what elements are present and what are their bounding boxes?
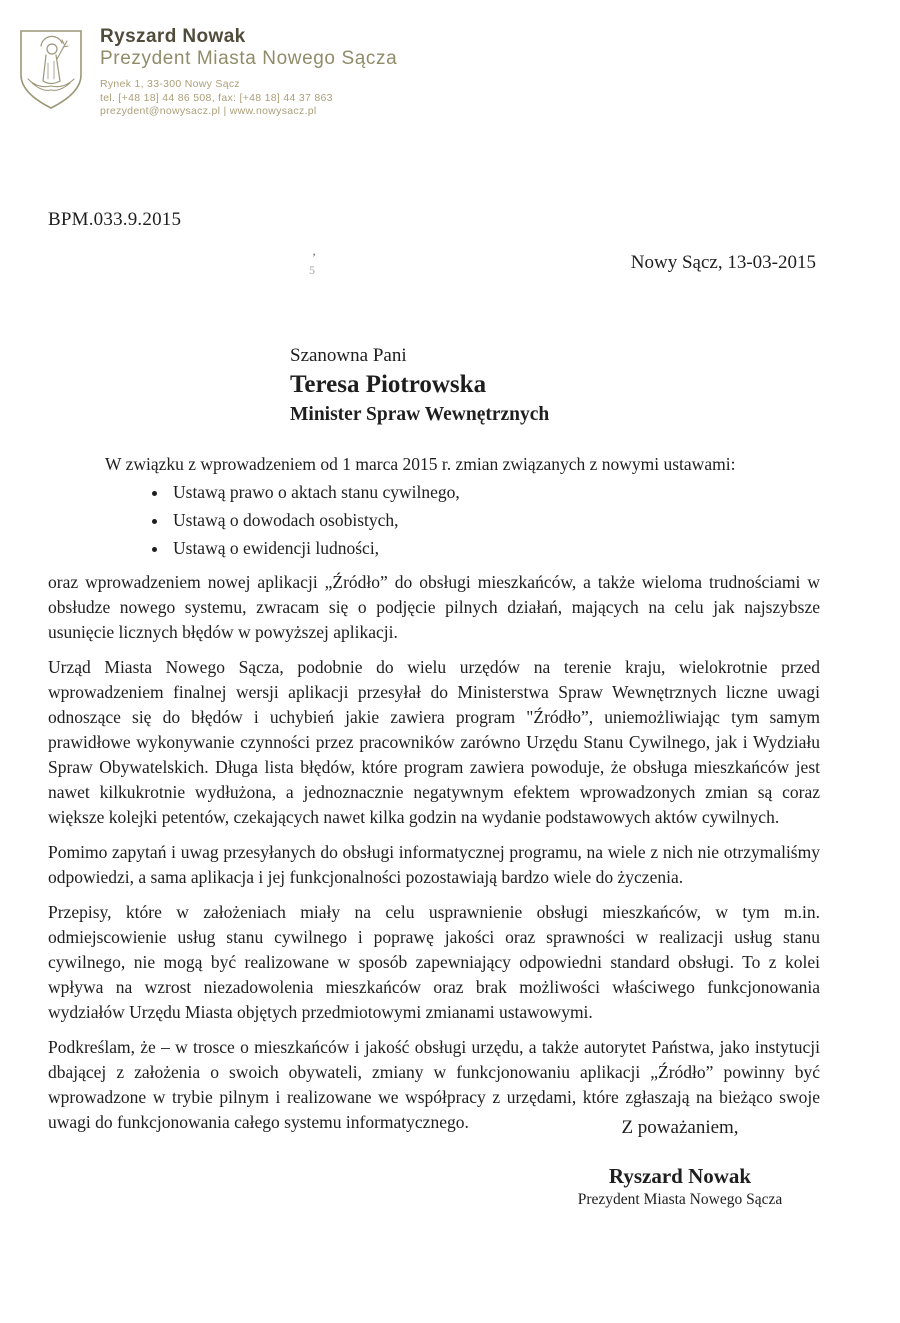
coat-of-arms-icon <box>18 29 84 111</box>
closing-block <box>535 1116 825 1209</box>
sender-address: Rynek 1, 33-300 Nowy Sącz <box>100 78 240 90</box>
recipient-salutation: Szanowna Pani <box>290 345 407 366</box>
sender-name: Ryszard Nowak <box>100 26 246 47</box>
body-paragraph: oraz wprowadzeniem nowej aplikacji „Źródło” do obsługi mieszkańców, a także wieloma trudnościami w obsłudze nowego systemu, zwracam się o podjęcie pilnych działań, mających na celu jak najszybsze usunięcie licznych błędów w powyższej aplikacji. <box>48 572 820 642</box>
body-paragraph: Podkreślam, że – w trosce o mieszkańców i jakość obsługi urzędu, a także autorytet Państwa, jako instytucji dbającej z założenia o swoich obywateli, zmiany w funkcjonowaniu aplikacji „Źródło” powinny być wprowadzone w trybie pilnym i realizowane we współpracy z urzędami, które zgłaszają na bieżąco swoje uwagi do funkcjonowania całego systemu informatycznego. <box>48 1037 820 1132</box>
letterhead <box>18 26 397 119</box>
bullet-item: • Ustawą prawo o aktach stanu cywilnego, <box>169 480 820 505</box>
body-paragraph: Pomimo zapytań i uwag przesyłanych do obsługi informatycznej programu, na wiele z nich nie otrzymaliśmy odpowiedzi, a sama aplikacja i jej funkcjonalności pozostawiają bardzo wiele do życzenia. <box>48 842 820 887</box>
signature-title: Prezydent Miasta Nowego Sącza <box>577 1191 783 1208</box>
reference-number: BPM.033.9.2015 <box>48 209 182 230</box>
sender-title: Prezydent Miasta Nowego Sącza <box>100 48 398 69</box>
body-paragraph: Urząd Miasta Nowego Sącza, podobnie do wielu urzędów na terenie kraju, wielokrotnie przed wprowadzeniem finalnej wersji aplikacji przesyłał do Ministerstwa Spraw Wewnętrznych liczne uwagi odnoszące się do błędów i uchybień jakie zawiera program "Źródło”, uniemożliwiając tym samym prawidłowe wykonywanie czynności przez pracowników zarówno Urzędu Stanu Cywilnego, jak i Wydziału Spraw Obywatelskich. Długa lista błędów, które program zawiera powoduje, że obsługa mieszkańców jest nawet kilkukrotnie wydłużona, a jednoznacznie negatywnym efektem wprowadzonych zmian są coraz większe kolejki petentów, czekających nawet kilka godzin na wydanie podstawowych aktów cywilnych. <box>48 657 820 827</box>
valediction: Z poważaniem, <box>621 1117 739 1138</box>
sender-email-web: prezydent@nowysacz.pl | www.nowysacz.pl <box>100 105 317 117</box>
place-and-date: Nowy Sącz, 13-03-2015 <box>630 252 816 273</box>
recipient-title: Minister Spraw Wewnętrznych <box>290 404 550 425</box>
scan-artifact-mark: ’ <box>312 250 316 264</box>
recipient-block <box>290 344 549 427</box>
bullet-item: • Ustawą o ewidencji ludności, <box>169 536 820 561</box>
letter-body <box>48 452 820 1135</box>
letterhead-text <box>100 26 397 119</box>
sender-phone-fax: tel. [+48 18] 44 86 508, fax: [+48 18] 44 37 863 <box>100 91 333 104</box>
recipient-name: Teresa Piotrowska <box>290 371 487 398</box>
scan-artifact-mark: 5 <box>309 263 315 277</box>
sender-contact-block <box>100 78 397 119</box>
bullet-item: • Ustawą o dowodach osobistych, <box>169 508 820 533</box>
signature-name: Ryszard Nowak <box>608 1164 752 1188</box>
statutes-bullet-list <box>48 480 820 561</box>
intro-paragraph: W związku z wprowadzeniem od 1 marca 2015 r. zmian związanych z nowymi ustawami: <box>105 454 736 474</box>
body-paragraph: Przepisy, które w założeniach miały na celu usprawnienie obsługi mieszkańców, w tym m.in. odmiejscowienie usług stanu cywilnego i poprawę jakości oraz sprawności w realizacji usług stanu cywilnego, nie mogą być realizowane w sposób zapewniający odpowiedni standard obsługi. To z kolei wpływa na wzrost niezadowolenia mieszkańców oraz brak możliwości właściwego funkcjonowania wydziałów Urzędu Miasta objętych przedmiotowymi zmianami ustawowymi. <box>48 902 820 1022</box>
